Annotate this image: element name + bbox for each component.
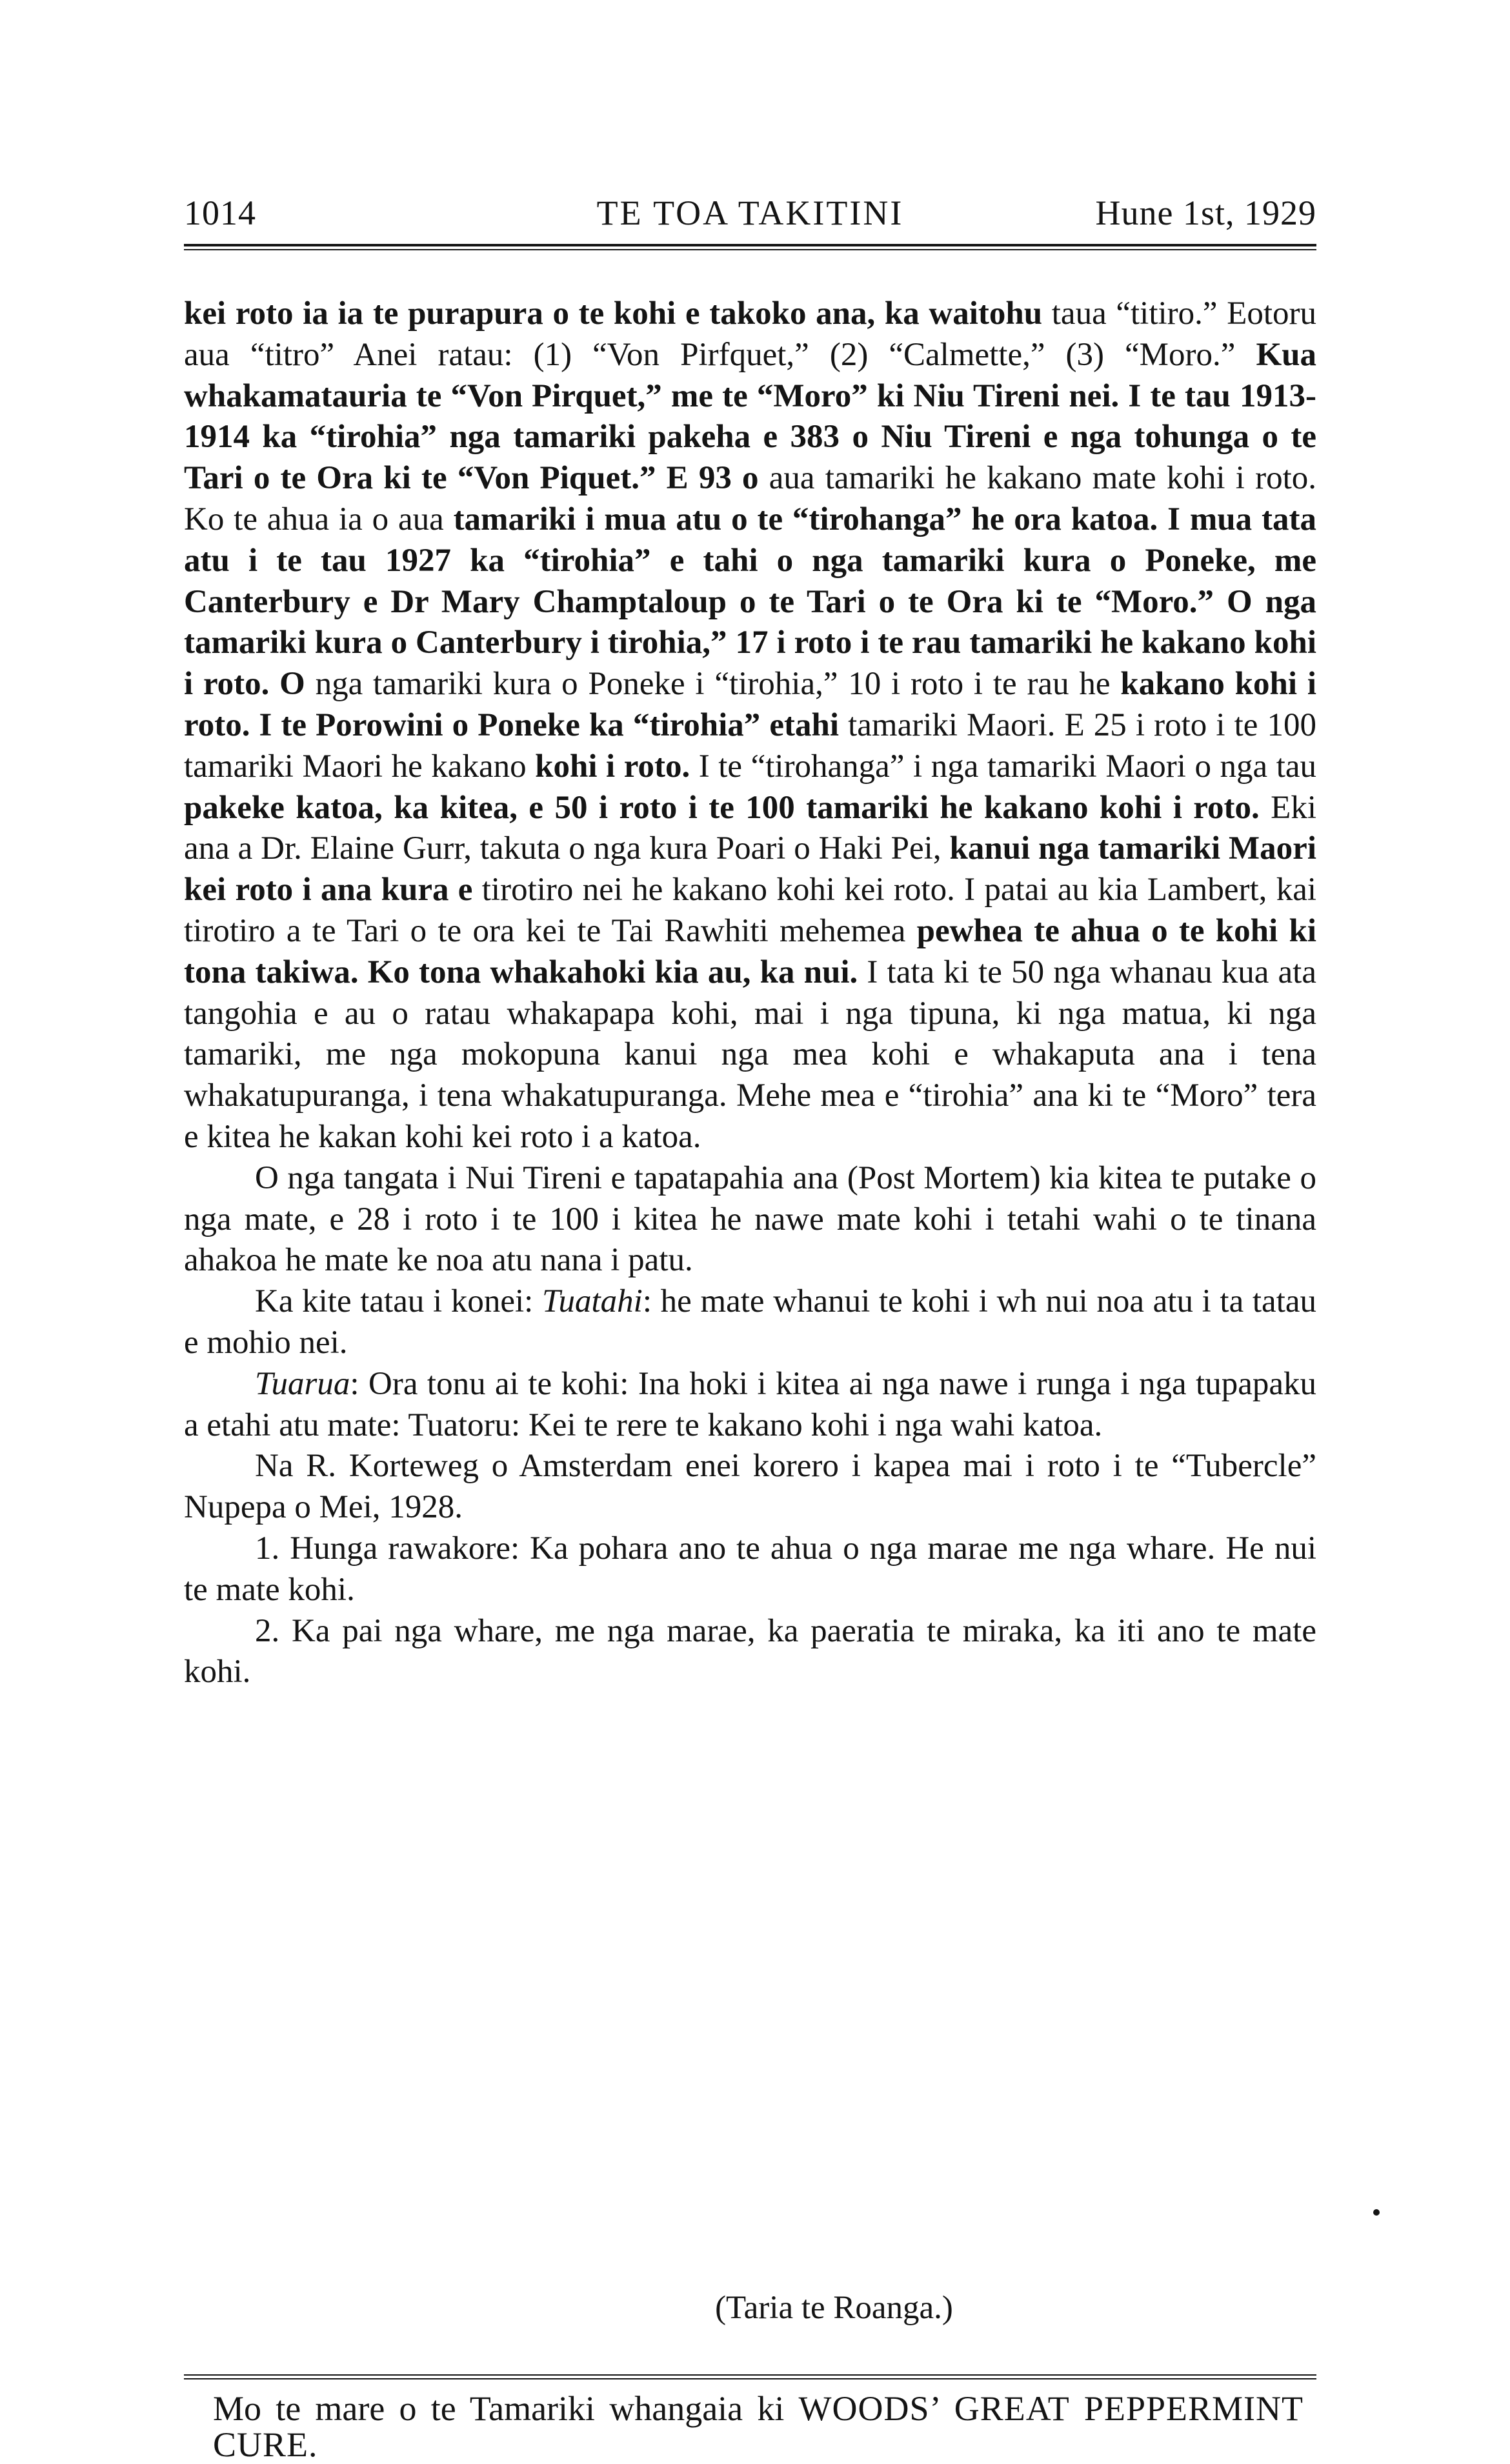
list-item: 1. Hunga rawakore: Ka pohara ano te ahua o nga marae me nga whare. He nui te mate kohi. (184, 1530, 1316, 1608)
page-number: 1014 (184, 194, 256, 232)
paragraph: Tuarua: Ora tonu ai te kohi: Ina hoki i kitea ai nga nawe i runga i nga tupapaku a etahi atu mate: Tuatoru: Kei te rere te kakano kohi i nga wahi katoa. (184, 1365, 1316, 1443)
footer-rule (184, 2374, 1316, 2379)
header-rule (184, 244, 1316, 250)
issue-date: Hune 1st, 1929 (1095, 194, 1316, 232)
article-body (184, 294, 1316, 1693)
advertisement (213, 2390, 1304, 2463)
paragraph: Na R. Korteweg o Amsterdam enei korero i kapea mai i roto i te “Tubercle” Nupepa o Mei, 1928. (184, 1448, 1316, 1526)
paragraph: kei roto ia ia te purapura o te kohi e takoko ana, ka waitohu taua “titiro.” Eotoru aua “titro” Anei ratau: (1) “Von Pirfquet,” (2) “Calmette,” (3) “Moro.” Kua whakamatauria te “Von Pirquet,” me te “Moro” ki Niu Tireni nei. I te tau 1913-1914 ka “tirohia” nga tamariki pakeha e 383 o Niu Tireni e nga tohunga o te Tari o te Ora ki te “Von Piquet.” E 93 o aua tamariki he kakano mate kohi i roto. Ko te ahua ia o aua tamariki i mua atu o te “tirohanga” he ora katoa. I mua tata atu i te tau 1927 ka “tirohia” e tahi o nga tamariki kura o Poneke, me Canterbury e Dr Mary Champtaloup o te Tari o te Ora ki te “Moro.” O nga tamariki kura o Canterbury i tirohia,” 17 i roto i te rau tamariki he kakano kohi i roto. O nga tamariki kura o Poneke i “tirohia,” 10 i roto i te rau he kakano kohi i roto. I te Porowini o Poneke ka “tirohia” etahi tamariki Maori. E 25 i roto i te 100 tamariki Maori he kakano kohi i roto. I te “tirohanga” i nga tamariki Maori o nga tau pakeke katoa, ka kitea, e 50 i roto i te 100 tamariki he kakano kohi i roto. Eki ana a Dr. Elaine Gurr, takuta o nga kura Poari o Haki Pei, kanui nga tamariki Maori kei roto i ana kura e tirotiro nei he kakano kohi kei roto. I patai au kia Lambert, kai tirotiro a te Tari o te ora kei te Tai Rawhiti mehemea pewhea te ahua o te kohi ki tona takiwa. Ko tona whakahoki kia au, ka nui. I tata ki te 50 nga whanau kua ata tangohia e au o ratau whakapapa kohi, mai i nga tipuna, ki nga matua, ki nga tamariki, me nga mokopuna kanui nga mea kohi e whakaputa ana i tena whakatupuranga, i tena whakatupuranga. Mehe mea e “tirohia” ana ki te “Moro” tera e kitea he kakan kohi kei roto i a katoa. (184, 295, 1317, 1155)
advert-lead: Mo te mare o te Tamariki whangaia ki (213, 2389, 799, 2428)
advert-product: WOODS’ GREAT PEPPERMINT CURE. (213, 2389, 1304, 2464)
publication-title: TE TOA TAKITINI (596, 194, 904, 232)
paragraph: O nga tangata i Nui Tireni e tapatapahia ana (Post Mortem) kia kitea te putake o nga mate, e 28 i roto i te 100 i kitea he nawe mate kohi i tetahi wahi o te tinana ahakoa he mate ke noa atu nana i patu. (184, 1159, 1316, 1279)
paragraph: Ka kite tatau i konei: Tuatahi: he mate whanui te kohi i wh nui noa atu i ta tatau e mohio nei. (184, 1283, 1316, 1361)
list-item: 2. Ka pai nga whare, me nga marae, ka paeratia te miraka, ka iti ano te mate kohi. (184, 1612, 1316, 1690)
margin-dot (1373, 2209, 1380, 2216)
running-header (184, 187, 1316, 239)
continuation-note: (Taria te Roanga.) (715, 2290, 953, 2326)
